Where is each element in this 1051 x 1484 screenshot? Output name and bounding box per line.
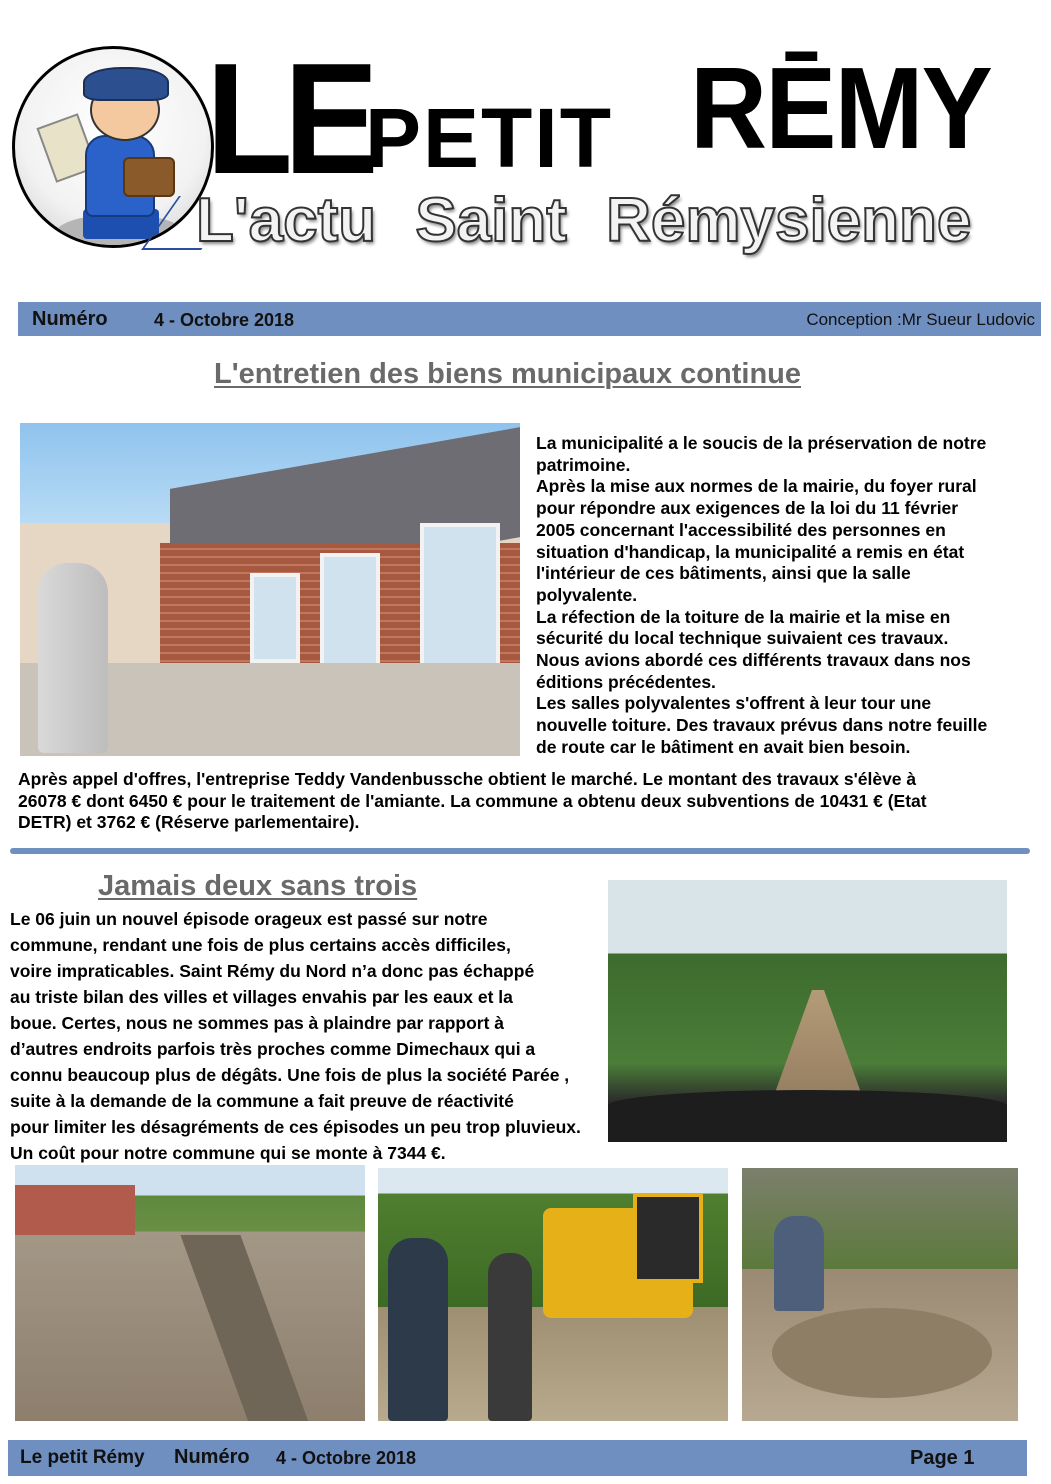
text-line: boue. Certes, nous ne sommes pas à plaindre par rapport à bbox=[10, 1013, 505, 1033]
text-line: Nous avions abordé ces différents travaux dans nos bbox=[536, 650, 971, 671]
text-line: Un coût pour notre commune qui se monte à 7344 €. bbox=[10, 1143, 446, 1163]
conception-credit: Conception :Mr Sueur Ludovic bbox=[806, 310, 1035, 329]
text-line: au triste bilan des villes et villages envahis par les eaux et la bbox=[10, 987, 513, 1007]
text-line: commune, rendant une fois de plus certains accès difficiles, bbox=[10, 935, 511, 955]
flood-puddle-photo bbox=[742, 1168, 1018, 1421]
text-line: voire impraticables. Saint Rémy du Nord n’a donc pas échappé bbox=[10, 961, 535, 981]
text-line: Après appel d'offres, l'entreprise Teddy Vandenbussche obtient le marché. Le montant des travaux s'élève à bbox=[18, 769, 917, 789]
footer-issue-label: Numéro bbox=[174, 1446, 250, 1468]
text-line: polyvalente. bbox=[536, 584, 638, 605]
text-line: Le 06 juin un nouvel épisode orageux est passé sur notre bbox=[10, 909, 488, 929]
footer-page-number: Page 1 bbox=[910, 1447, 975, 1469]
text-line: La réfection de la toiture de la mairie et la mise en bbox=[536, 606, 951, 627]
issue-label: Numéro bbox=[32, 308, 108, 330]
article2-body bbox=[10, 906, 605, 1166]
excavator-photo bbox=[378, 1168, 728, 1421]
text-line: de route car le bâtiment en avait bien besoin. bbox=[536, 736, 911, 757]
text-line: DETR) et 3762 € (Réserve parlementaire). bbox=[18, 812, 360, 833]
text-line: sécurité du local technique suivaient ces travaux. bbox=[536, 628, 949, 649]
article1-cost-paragraph bbox=[18, 769, 1036, 834]
masthead-title-remy: RĒMY bbox=[690, 43, 991, 173]
text-line: La municipalité a le soucis de la préservation de notre bbox=[536, 433, 987, 453]
text-line: l'intérieur de ces bâtiments, ainsi que la salle bbox=[536, 563, 911, 584]
text-line: patrimoine. bbox=[536, 454, 631, 475]
masthead-subtitle: L'actu Saint Rémysienne bbox=[196, 186, 972, 255]
text-line: éditions précédentes. bbox=[536, 671, 716, 692]
text-line: 2005 concernant l'accessibilité des personnes en bbox=[536, 519, 946, 540]
article1-body bbox=[536, 433, 1041, 759]
mud-street-photo bbox=[15, 1165, 365, 1421]
flooded-road-photo bbox=[608, 880, 1007, 1142]
text-line: situation d'handicap, la municipalité a remis en état bbox=[536, 541, 965, 562]
text-line: d’autres endroits parfois très proches comme Dimechaux qui a bbox=[10, 1039, 536, 1059]
text-line: suite à la demande de la commune a fait preuve de réactivité bbox=[10, 1091, 514, 1111]
building-photo bbox=[20, 423, 520, 756]
text-line: pour limiter les désagréments de ces épisodes un peu trop pluvieux. bbox=[10, 1117, 581, 1137]
text-line: Les salles polyvalentes s'offrent à leur tour une bbox=[536, 693, 932, 714]
masthead-title-le: LE bbox=[206, 31, 370, 207]
issue-date: 4 - Octobre 2018 bbox=[154, 310, 295, 330]
text-line: 26078 € dont 6450 € pour le traitement de l'amiante. La commune a obtenu deux subventions de 10431 € (Etat bbox=[18, 790, 927, 811]
text-line: nouvelle toiture. Des travaux prévus dans notre feuille bbox=[536, 715, 988, 736]
text-line: connu beaucoup plus de dégâts. Une fois de plus la société Parée , bbox=[10, 1065, 570, 1085]
footer-publication-name: Le petit Rémy bbox=[20, 1447, 145, 1468]
masthead-title-petit: PETIT bbox=[365, 91, 614, 185]
satchel-icon bbox=[123, 157, 175, 197]
text-line: Après la mise aux normes de la mairie, du foyer rural bbox=[536, 476, 977, 497]
article1-title: L'entretien des biens municipaux continue bbox=[214, 358, 801, 390]
footer-bar bbox=[8, 1440, 1027, 1476]
article2-title: Jamais deux sans trois bbox=[98, 870, 418, 902]
text-line: pour répondre aux exigences de la loi du 11 février bbox=[536, 498, 959, 519]
footer-issue-date: 4 - Octobre 2018 bbox=[276, 1448, 417, 1468]
section-divider bbox=[10, 848, 1030, 854]
issue-bar bbox=[18, 302, 1041, 336]
